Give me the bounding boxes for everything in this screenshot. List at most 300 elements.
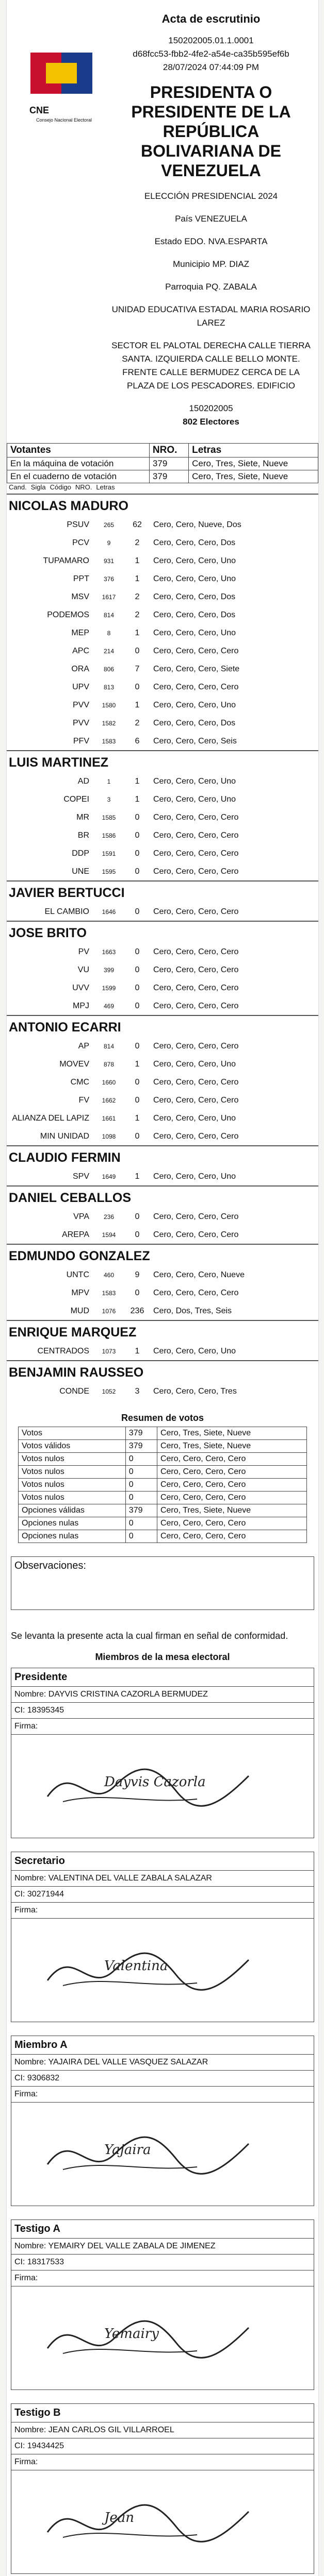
- org-row: [7, 660, 318, 678]
- org-votes-words: Cero, Cero, Nueve, Dos: [153, 520, 241, 529]
- org-votes-words: Cero, Cero, Cero, Cero: [153, 1001, 239, 1010]
- org-code: 9: [107, 539, 111, 547]
- org-votes-words: Cero, Cero, Cero, Uno: [153, 1113, 236, 1123]
- org-votes: 236: [130, 1306, 144, 1315]
- org-sigla: ORA: [71, 664, 89, 673]
- acta-title: Acta de escrutinio: [161, 12, 261, 25]
- summary-cell: Opciones válidas: [19, 1504, 126, 1517]
- org-votes: 1: [135, 574, 140, 583]
- org-code: 1661: [102, 1114, 116, 1122]
- org-votes-words: Cero, Cero, Cero, Cero: [153, 1077, 239, 1087]
- org-code: 376: [103, 575, 115, 583]
- summary-cell: 0: [125, 1517, 157, 1530]
- org-votes: 0: [135, 947, 140, 956]
- votantes-machine-label: En la máquina de votación: [7, 457, 150, 470]
- summary-row: [19, 1440, 307, 1453]
- org-votes: 1: [135, 556, 140, 565]
- org-code: 878: [103, 1060, 115, 1068]
- summary-cell: Votos nulos: [19, 1479, 126, 1492]
- org-sigla: MPV: [71, 1288, 89, 1297]
- member-name: Nombre: JEAN CARLOS GIL VILLARROEL: [11, 2422, 314, 2438]
- member-firma-label: Firma:: [11, 2087, 314, 2103]
- org-row: [7, 1382, 318, 1400]
- columns-header: [7, 483, 318, 494]
- candidate-name: ANTONIO ECARRI: [7, 1015, 318, 1037]
- org-code: 1: [107, 777, 111, 785]
- summary-row: [19, 1492, 307, 1504]
- candidate-name: ENRIQUE MARQUEZ: [7, 1320, 318, 1342]
- org-row: [7, 1055, 318, 1073]
- member-ci: CI: 18395345: [11, 1703, 314, 1719]
- org-votes-words: Cero, Cero, Cero, Uno: [153, 700, 236, 709]
- org-code: 813: [103, 683, 115, 691]
- member-block: [11, 2403, 314, 2574]
- org-votes: 9: [135, 1270, 140, 1279]
- summary-cell: 379: [125, 1427, 157, 1440]
- org-votes: 7: [135, 664, 140, 673]
- org-votes-words: Cero, Cero, Cero, Cero: [153, 682, 239, 691]
- col-cand: Cand.: [9, 483, 27, 491]
- member-block: [11, 1852, 314, 2022]
- org-code: 1591: [102, 850, 116, 857]
- candidate-name: DANIEL CEBALLOS: [7, 1185, 318, 1208]
- org-votes: 0: [135, 1230, 140, 1239]
- org-votes-words: Cero, Cero, Cero, Nueve: [153, 1270, 245, 1279]
- org-sigla: PODEMOS: [47, 610, 89, 619]
- summary-title: Resumen de votos: [121, 1413, 204, 1423]
- org-votes-words: Cero, Cero, Cero, Dos: [153, 538, 236, 547]
- signature-area: [11, 2286, 314, 2389]
- org-votes-words: Cero, Cero, Cero, Uno: [153, 628, 236, 637]
- org-votes: 1: [135, 1172, 140, 1181]
- center-code: 150202005: [189, 403, 233, 413]
- summary-cell: 379: [125, 1504, 157, 1517]
- org-code: 1580: [102, 701, 116, 709]
- org-sigla: MIN UNIDAD: [40, 1131, 89, 1141]
- summary-cell: Cero, Tres, Siete, Nueve: [157, 1440, 306, 1453]
- summary-row: [19, 1427, 307, 1440]
- org-row: [7, 1037, 318, 1055]
- summary-row: [19, 1479, 307, 1492]
- org-votes-words: Cero, Cero, Cero, Dos: [153, 718, 236, 727]
- org-sigla: MR: [76, 812, 89, 822]
- org-code: 1599: [102, 984, 116, 992]
- org-votes-words: Cero, Cero, Cero, Uno: [153, 1059, 236, 1069]
- org-row: [7, 516, 318, 534]
- candidate-name: BENJAMIN RAUSSEO: [7, 1360, 318, 1382]
- candidate-name: LUIS MARTINEZ: [7, 750, 318, 772]
- org-votes-words: Cero, Cero, Cero, Dos: [153, 592, 236, 601]
- org-votes-words: Cero, Cero, Cero, Uno: [153, 794, 236, 804]
- org-row: [7, 1302, 318, 1320]
- candidate-name: JAVIER BERTUCCI: [7, 880, 318, 903]
- member-block: [11, 1668, 314, 1838]
- org-row: [7, 1226, 318, 1244]
- org-row: [7, 808, 318, 826]
- org-code: 1660: [102, 1078, 116, 1086]
- org-row: [7, 790, 318, 808]
- org-code: 1052: [102, 1387, 116, 1395]
- summary-cell: Votos nulos: [19, 1453, 126, 1466]
- acta-timestamp: 28/07/2024 07:44:09 PM: [163, 62, 260, 72]
- org-code: 1649: [102, 1173, 116, 1180]
- summary-cell: Cero, Cero, Cero, Cero: [157, 1466, 306, 1479]
- member-firma-label: Firma:: [11, 2270, 314, 2286]
- org-votes: 0: [135, 983, 140, 992]
- member-role: Presidente: [11, 1668, 314, 1687]
- observaciones-box: Observaciones:: [11, 1556, 314, 1610]
- org-row: [7, 844, 318, 862]
- summary-cell: 0: [125, 1466, 157, 1479]
- summary-cell: 379: [125, 1440, 157, 1453]
- col-codigo: Código: [50, 483, 71, 491]
- member-ci: CI: 9306832: [11, 2071, 314, 2087]
- org-votes-words: Cero, Cero, Cero, Cero: [153, 812, 239, 822]
- office-title: PRESIDENTA O PRESIDENTE DE LA REPÚBLICA BOLIVARIANA DE VENEZUELA: [131, 83, 291, 180]
- org-votes: 0: [135, 1212, 140, 1221]
- candidate-block: [7, 750, 318, 880]
- org-sigla: UVV: [72, 983, 89, 992]
- org-sigla: MOVEV: [59, 1059, 89, 1069]
- org-sigla: CMC: [70, 1077, 89, 1087]
- member-firma-label: Firma:: [11, 1903, 314, 1919]
- org-sigla: TUPAMARO: [43, 556, 89, 565]
- org-row: [7, 1167, 318, 1185]
- handwritten-signature: [42, 2491, 259, 2553]
- org-votes: 0: [135, 1041, 140, 1050]
- parish: Parroquia PQ. ZABALA: [165, 282, 257, 292]
- members-title: Miembros de la mesa electoral: [95, 1652, 230, 1662]
- votantes-machine-n: 379: [149, 457, 188, 470]
- candidate-block: [7, 1145, 318, 1185]
- org-code: 8: [107, 629, 111, 637]
- summary-cell: 0: [125, 1530, 157, 1543]
- org-votes: 0: [135, 682, 140, 691]
- votantes-machine-w: Cero, Tres, Siete, Nueve: [189, 457, 318, 470]
- org-sigla: PPT: [73, 574, 89, 583]
- org-code: 1586: [102, 832, 116, 839]
- acta-id: d68fcc53-fbb2-4fe2-a54e-ca35b595ef6b: [133, 49, 289, 59]
- col-letras: Letras: [96, 483, 115, 491]
- svg-text:Dayvis Cazorla: Dayvis Cazorla: [104, 1774, 206, 1790]
- org-sigla: PV: [78, 947, 89, 956]
- svg-text:Yajaira: Yajaira: [104, 2142, 151, 2158]
- org-sigla: EL CAMBIO: [44, 907, 89, 916]
- org-votes: 62: [133, 520, 142, 529]
- svg-text:Yemairy: Yemairy: [104, 2326, 159, 2342]
- org-votes: 0: [135, 1095, 140, 1105]
- org-row: [7, 772, 318, 790]
- org-votes: 1: [135, 794, 140, 804]
- org-row: [7, 588, 318, 606]
- org-sigla: SPV: [72, 1172, 89, 1181]
- org-row: [7, 1284, 318, 1302]
- org-votes: 6: [135, 736, 140, 745]
- signature-area: [11, 2470, 314, 2573]
- org-row: [7, 961, 318, 979]
- candidate-block: [7, 1320, 318, 1360]
- org-votes-words: Cero, Cero, Cero, Cero: [153, 867, 239, 876]
- candidate-name: CLAUDIO FERMIN: [7, 1145, 318, 1167]
- org-code: 1583: [102, 737, 116, 745]
- summary-cell: 0: [125, 1453, 157, 1466]
- org-row: [7, 826, 318, 844]
- acta-receipt: [6, 0, 319, 2576]
- org-row: [7, 534, 318, 552]
- org-sigla: VU: [77, 965, 89, 974]
- org-row: [7, 732, 318, 750]
- member-role: Secretario: [11, 1852, 314, 1871]
- org-code: 1595: [102, 868, 116, 875]
- org-votes-words: Cero, Cero, Cero, Cero: [153, 965, 239, 974]
- org-code: 1073: [102, 1347, 116, 1355]
- member-role: Miembro A: [11, 2036, 314, 2055]
- member-ci: CI: 19434425: [11, 2438, 314, 2454]
- votantes-book-label: En el cuaderno de votación: [7, 470, 150, 483]
- org-sigla: CONDE: [59, 1386, 89, 1396]
- logo-title: CNE: [29, 105, 50, 115]
- center-name: UNIDAD EDUCATIVA ESTADAL MARIA ROSARIO LAREZ: [111, 304, 311, 328]
- org-votes: 0: [135, 907, 140, 916]
- municipality: Municipio MP. DIAZ: [172, 259, 249, 269]
- state: Estado EDO. NVA.ESPARTA: [154, 236, 268, 246]
- org-sigla: APC: [72, 646, 89, 655]
- org-votes: 0: [135, 1131, 140, 1141]
- election-name: ELECCIÓN PRESIDENCIAL 2024: [144, 191, 278, 201]
- org-votes-words: Cero, Cero, Cero, Cero: [153, 1288, 239, 1297]
- candidate-block: [7, 880, 318, 921]
- org-votes: 2: [135, 538, 140, 547]
- org-code: 214: [103, 647, 115, 655]
- handwritten-signature: [42, 2123, 259, 2185]
- org-votes-words: Cero, Cero, Cero, Seis: [153, 736, 237, 745]
- org-votes: 0: [135, 1288, 140, 1297]
- org-sigla: MPJ: [73, 1001, 89, 1010]
- summary-cell: Votos nulos: [19, 1492, 126, 1504]
- org-code: 1663: [102, 948, 116, 956]
- member-name: Nombre: YEMAIRY DEL VALLE ZABALA DE JIMENEZ: [11, 2239, 314, 2255]
- org-code: 1617: [102, 593, 116, 601]
- org-votes: 0: [135, 867, 140, 876]
- candidate-block: [7, 494, 318, 750]
- candidate-block: [7, 1185, 318, 1244]
- member-block: [11, 2036, 314, 2206]
- col-nro: NRO.: [75, 483, 92, 491]
- electores-count: 802 Electores: [183, 417, 239, 427]
- cne-logo-icon: [20, 47, 108, 104]
- votantes-nro-header: NRO.: [149, 444, 188, 457]
- org-row: [7, 979, 318, 997]
- org-votes-words: Cero, Cero, Cero, Uno: [153, 1346, 236, 1355]
- member-firma-label: Firma:: [11, 1719, 314, 1735]
- candidate-list: [7, 494, 318, 1400]
- org-row: [7, 1109, 318, 1127]
- summary-cell: Votos válidos: [19, 1440, 126, 1453]
- org-code: 1662: [102, 1096, 116, 1104]
- org-code: 1585: [102, 814, 116, 821]
- summary-row: [19, 1504, 307, 1517]
- candidate-name: EDMUNDO GONZALEZ: [7, 1244, 318, 1266]
- org-sigla: BR: [77, 831, 89, 840]
- summary-table: [18, 1427, 307, 1543]
- signature-area: [11, 2103, 314, 2206]
- org-row: [7, 678, 318, 696]
- org-row: [7, 1091, 318, 1109]
- org-sigla: MUD: [70, 1306, 89, 1315]
- handwritten-signature: [42, 1755, 259, 1817]
- org-votes-words: Cero, Cero, Cero, Dos: [153, 610, 236, 619]
- org-row: [7, 1266, 318, 1284]
- member-block: [11, 2219, 314, 2390]
- org-row: [7, 1127, 318, 1145]
- org-sigla: AREPA: [61, 1230, 89, 1239]
- org-row: [7, 552, 318, 570]
- org-sigla: PVV: [72, 718, 89, 727]
- org-votes: 0: [135, 1077, 140, 1087]
- org-votes: 1: [135, 1346, 140, 1355]
- org-votes-words: Cero, Cero, Cero, Cero: [153, 1095, 239, 1105]
- org-sigla: MSV: [71, 592, 89, 601]
- org-row: [7, 997, 318, 1015]
- summary-cell: 0: [125, 1479, 157, 1492]
- org-sigla: AP: [78, 1041, 89, 1050]
- summary-cell: 0: [125, 1492, 157, 1504]
- member-firma-label: Firma:: [11, 2454, 314, 2470]
- summary-cell: Cero, Cero, Cero, Cero: [157, 1453, 306, 1466]
- org-sigla: UPV: [72, 682, 89, 691]
- org-votes-words: Cero, Cero, Cero, Cero: [153, 947, 239, 956]
- svg-text:Jean: Jean: [104, 2510, 135, 2526]
- org-votes: 1: [135, 1113, 140, 1123]
- org-sigla: PCV: [72, 538, 89, 547]
- org-row: [7, 1208, 318, 1226]
- org-sigla: UNTC: [66, 1270, 89, 1279]
- org-votes: 0: [135, 812, 140, 822]
- member-role: Testigo A: [11, 2220, 314, 2239]
- org-votes: 2: [135, 610, 140, 619]
- org-sigla: MEP: [71, 628, 89, 637]
- org-votes: 0: [135, 1001, 140, 1010]
- col-sigla: Sigla: [30, 483, 46, 491]
- org-code: 1582: [102, 719, 116, 727]
- members-list: [7, 1668, 318, 2576]
- summary-row: [19, 1466, 307, 1479]
- member-ci: CI: 18317533: [11, 2255, 314, 2270]
- org-row: [7, 1073, 318, 1091]
- acta-code: 150202005.01.1.0001: [168, 36, 254, 45]
- candidate-block: [7, 921, 318, 1015]
- org-row: [7, 943, 318, 961]
- org-votes-words: Cero, Cero, Cero, Uno: [153, 574, 236, 583]
- votantes-letras-header: Letras: [189, 444, 318, 457]
- org-votes: 2: [135, 718, 140, 727]
- handwritten-signature: [42, 1939, 259, 2001]
- org-row: [7, 696, 318, 714]
- country: País VENEZUELA: [175, 214, 247, 224]
- signature-area: [11, 1919, 314, 2022]
- org-sigla: UNE: [72, 867, 89, 876]
- logo-subtitle: Consejo Nacional Electoral: [36, 117, 92, 123]
- org-sigla: VPA: [73, 1212, 89, 1221]
- summary-cell: Opciones nulas: [19, 1530, 126, 1543]
- org-votes-words: Cero, Cero, Cero, Cero: [153, 983, 239, 992]
- org-sigla: PFV: [73, 736, 89, 745]
- org-code: 469: [103, 1002, 115, 1010]
- org-votes: 0: [135, 646, 140, 655]
- summary-row: [19, 1530, 307, 1543]
- summary-cell: Votos: [19, 1427, 126, 1440]
- votantes-book-w: Cero, Tres, Siete, Nueve: [189, 470, 318, 483]
- org-row: [7, 624, 318, 642]
- org-sigla: DDP: [72, 849, 89, 858]
- acta-header: [7, 0, 318, 443]
- conformity-note: Se levanta la presente acta la cual firman en señal de conformidad.: [11, 1631, 288, 1641]
- org-code: 806: [103, 665, 115, 673]
- votantes-title: Votantes: [7, 444, 150, 457]
- cne-logo: [20, 47, 108, 125]
- org-sigla: ALIANZA DEL LAPIZ: [12, 1113, 89, 1123]
- org-sigla: PSUV: [67, 520, 89, 529]
- center-address: SECTOR EL PALOTAL DERECHA CALLE TIERRA SANTA. IZQUIERDA CALLE BELLO MONTE. FRENTE CALLE BERMUDEZ CERCA DE LA PLAZA DE LOS PESCADORES. EDIFICIO: [111, 341, 311, 391]
- candidate-block: [7, 1360, 318, 1400]
- org-row: [7, 570, 318, 588]
- org-votes-words: Cero, Cero, Cero, Cero: [153, 849, 239, 858]
- candidate-block: [7, 1244, 318, 1320]
- org-sigla: CENTRADOS: [37, 1346, 89, 1355]
- org-votes-words: Cero, Cero, Cero, Uno: [153, 556, 236, 565]
- org-votes-words: Cero, Cero, Cero, Cero: [153, 831, 239, 840]
- org-votes: 0: [135, 831, 140, 840]
- svg-text:Valentina: Valentina: [104, 1958, 168, 1974]
- org-votes-words: Cero, Cero, Cero, Uno: [153, 776, 236, 786]
- summary-cell: Votos nulos: [19, 1466, 126, 1479]
- org-code: 814: [103, 1042, 115, 1050]
- org-votes: 1: [135, 700, 140, 709]
- summary-cell: Cero, Cero, Cero, Cero: [157, 1492, 306, 1504]
- org-sigla: PVV: [72, 700, 89, 709]
- org-sigla: AD: [77, 776, 89, 786]
- org-code: 3: [107, 795, 111, 803]
- handwritten-signature: [42, 2307, 259, 2369]
- summary-cell: Opciones nulas: [19, 1517, 126, 1530]
- member-name: Nombre: YAJAIRA DEL VALLE VASQUEZ SALAZAR: [11, 2055, 314, 2071]
- org-row: [7, 642, 318, 660]
- org-votes-words: Cero, Cero, Cero, Cero: [153, 1212, 239, 1221]
- signature-area: [11, 1735, 314, 1838]
- member-ci: CI: 30271944: [11, 1887, 314, 1903]
- org-votes-words: Cero, Cero, Cero, Cero: [153, 907, 239, 916]
- org-row: [7, 1342, 318, 1360]
- org-row: [7, 862, 318, 880]
- org-votes: 2: [135, 592, 140, 601]
- summary-cell: Cero, Tres, Siete, Nueve: [157, 1504, 306, 1517]
- org-votes-words: Cero, Cero, Cero, Cero: [153, 1131, 239, 1141]
- org-votes-words: Cero, Cero, Cero, Cero: [153, 1041, 239, 1050]
- org-votes: 0: [135, 965, 140, 974]
- org-votes: 1: [135, 1059, 140, 1069]
- org-code: 236: [103, 1213, 115, 1221]
- candidate-block: [7, 1015, 318, 1145]
- org-code: 814: [103, 611, 115, 619]
- member-name: Nombre: DAYVIS CRISTINA CAZORLA BERMUDEZ: [11, 1687, 314, 1703]
- org-votes: 0: [135, 849, 140, 858]
- org-votes: 1: [135, 776, 140, 786]
- org-votes: 3: [135, 1386, 140, 1396]
- votantes-book-n: 379: [149, 470, 188, 483]
- summary-cell: Cero, Tres, Siete, Nueve: [157, 1427, 306, 1440]
- candidate-name: JOSE BRITO: [7, 921, 318, 943]
- org-code: 931: [103, 557, 115, 565]
